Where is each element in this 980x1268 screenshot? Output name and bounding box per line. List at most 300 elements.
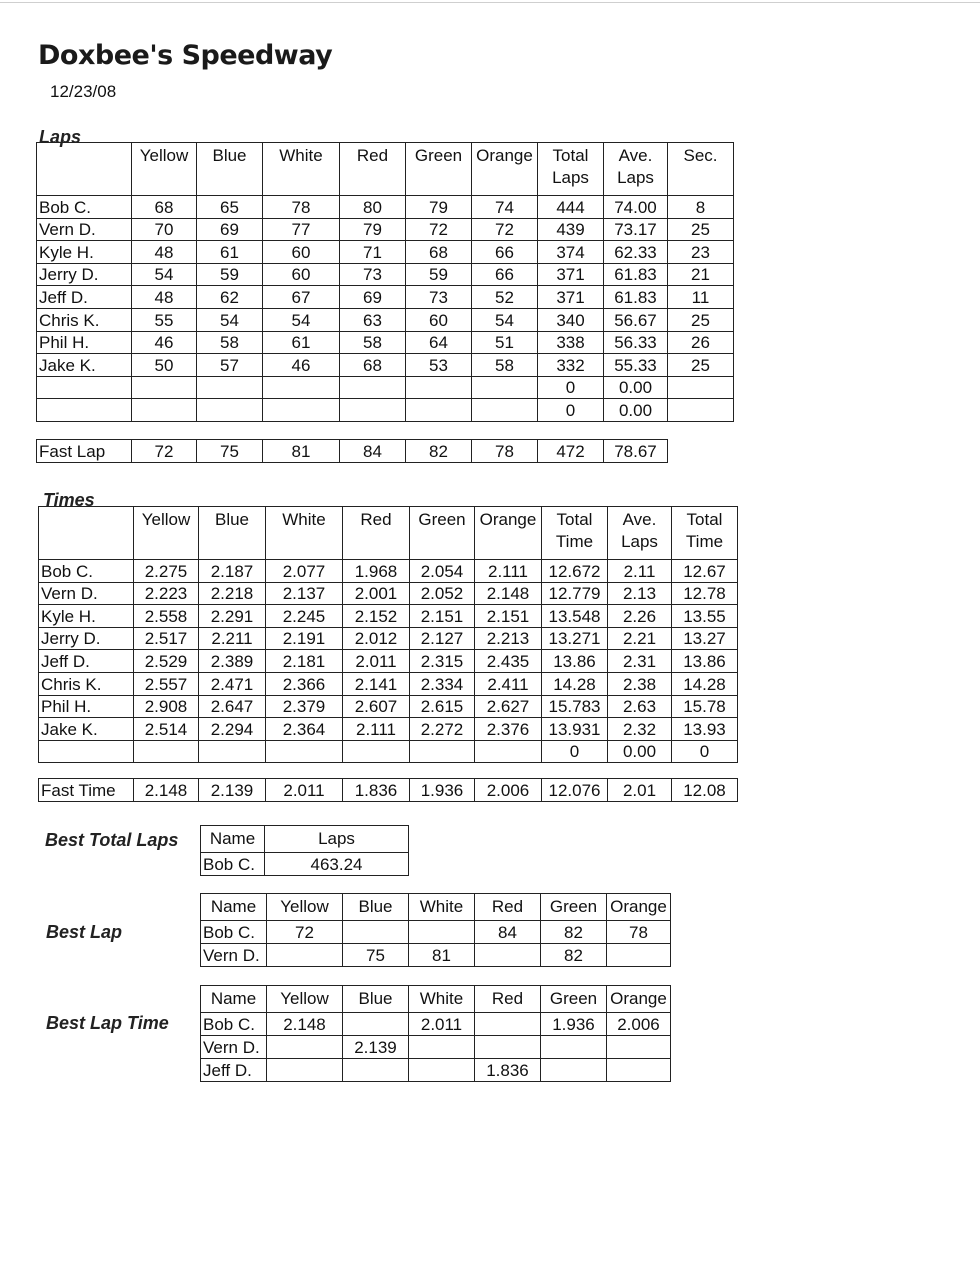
value-cell: 371 — [538, 286, 604, 309]
value-cell: 55 — [132, 308, 197, 331]
value-cell: 57 — [197, 354, 263, 377]
value-cell: 338 — [538, 331, 604, 354]
value-cell: 13.55 — [672, 605, 738, 628]
value-cell: 2.647 — [199, 695, 266, 718]
times-header-row — [39, 507, 738, 560]
driver-name-cell: Phil H. — [37, 331, 132, 354]
value-cell: 2.517 — [134, 627, 199, 650]
driver-name-cell: Kyle H. — [37, 241, 132, 264]
value-cell: 72 — [267, 921, 343, 944]
table-row — [39, 582, 738, 605]
column-header: Total Time — [672, 507, 738, 560]
value-cell: 62.33 — [604, 241, 668, 264]
best-lap-time-header-row — [201, 986, 671, 1013]
value-cell: 77 — [263, 218, 340, 241]
value-cell: 2.26 — [608, 605, 672, 628]
value-cell: 54 — [197, 308, 263, 331]
table-row — [39, 718, 738, 741]
table-row — [39, 560, 738, 583]
value-cell: 79 — [340, 218, 406, 241]
driver-name-cell: Jerry D. — [37, 263, 132, 286]
column-header: Blue — [343, 986, 409, 1013]
driver-name-cell — [37, 399, 132, 422]
value-cell: 371 — [538, 263, 604, 286]
value-cell — [263, 399, 340, 422]
value-cell: 52 — [472, 286, 538, 309]
driver-name-cell — [39, 740, 134, 763]
value-cell: 14.28 — [672, 672, 738, 695]
times-section-label: Times — [43, 490, 95, 510]
value-cell: 56.67 — [604, 308, 668, 331]
value-cell — [410, 740, 475, 763]
value-cell: 2.011 — [409, 1013, 475, 1036]
table-row — [37, 354, 734, 377]
value-cell: 2.11 — [608, 560, 672, 583]
value-cell: 1.936 — [541, 1013, 607, 1036]
value-cell: 50 — [132, 354, 197, 377]
value-cell: 374 — [538, 241, 604, 264]
column-header: Ave. Laps — [608, 507, 672, 560]
value-cell: 2.908 — [134, 695, 199, 718]
value-cell: 54 — [132, 263, 197, 286]
driver-name-cell: Vern D. — [201, 944, 267, 967]
driver-name-cell: Jake K. — [39, 718, 134, 741]
value-cell: 2.151 — [410, 605, 475, 628]
value-cell: 2.557 — [134, 672, 199, 695]
value-cell: 12.78 — [672, 582, 738, 605]
fast-value-cell: 2.139 — [199, 779, 266, 802]
table-row — [201, 853, 409, 876]
table-row — [39, 627, 738, 650]
value-cell: 66 — [472, 263, 538, 286]
fast-row — [39, 779, 738, 802]
value-cell: 11 — [668, 286, 734, 309]
driver-name-cell: Bob C. — [201, 1013, 267, 1036]
value-cell: 15.783 — [542, 695, 608, 718]
laps-table — [36, 142, 734, 422]
column-header: Green — [541, 894, 607, 921]
value-cell — [409, 921, 475, 944]
value-cell: 65 — [197, 196, 263, 219]
value-cell: 2.141 — [343, 672, 410, 695]
best-total-laps-table — [200, 825, 409, 876]
value-cell: 2.514 — [134, 718, 199, 741]
laps-header-row — [37, 143, 734, 196]
driver-name-cell: Jeff D. — [37, 286, 132, 309]
value-cell — [475, 1036, 541, 1059]
value-cell: 439 — [538, 218, 604, 241]
value-cell: 444 — [538, 196, 604, 219]
value-cell: 46 — [263, 354, 340, 377]
column-header: Orange — [472, 143, 538, 196]
fast-value-cell: 2.01 — [608, 779, 672, 802]
value-cell: 0 — [542, 740, 608, 763]
column-header: Green — [541, 986, 607, 1013]
fast-value-cell: 72 — [132, 440, 197, 463]
table-row — [37, 286, 734, 309]
fast-value-cell: 75 — [197, 440, 263, 463]
driver-name-cell: Jeff D. — [201, 1059, 267, 1082]
value-cell: 12.779 — [542, 582, 608, 605]
value-cell — [607, 944, 671, 967]
value-cell: 64 — [406, 331, 472, 354]
value-cell: 23 — [668, 241, 734, 264]
value-cell: 81 — [409, 944, 475, 967]
value-cell: 2.364 — [266, 718, 343, 741]
driver-name-cell: Jerry D. — [39, 627, 134, 650]
value-cell: 46 — [132, 331, 197, 354]
value-cell: 2.435 — [475, 650, 542, 673]
value-cell — [343, 740, 410, 763]
fast-row — [37, 440, 668, 463]
value-cell: 61.83 — [604, 263, 668, 286]
header-blank-cell — [39, 507, 134, 560]
value-cell: 25 — [668, 354, 734, 377]
value-cell: 60 — [406, 308, 472, 331]
column-header: Yellow — [267, 986, 343, 1013]
column-header: Yellow — [134, 507, 199, 560]
value-cell: 60 — [263, 263, 340, 286]
value-cell: 0.00 — [604, 376, 668, 399]
value-cell — [343, 1013, 409, 1036]
value-cell: 75 — [343, 944, 409, 967]
value-cell: 59 — [197, 263, 263, 286]
column-header: Sec. — [668, 143, 734, 196]
page-title: Doxbee's Speedway — [38, 40, 333, 71]
value-cell: 69 — [197, 218, 263, 241]
value-cell: 71 — [340, 241, 406, 264]
value-cell: 2.077 — [266, 560, 343, 583]
fast-time-table — [38, 778, 738, 802]
value-cell: 2.187 — [199, 560, 266, 583]
column-header: White — [409, 986, 475, 1013]
fast-value-cell: 84 — [340, 440, 406, 463]
value-cell: 2.32 — [608, 718, 672, 741]
value-cell: 2.223 — [134, 582, 199, 605]
column-header: Name — [201, 894, 267, 921]
value-cell: 2.13 — [608, 582, 672, 605]
value-cell — [267, 944, 343, 967]
value-cell — [409, 1036, 475, 1059]
value-cell — [541, 1036, 607, 1059]
fast-value-cell: 82 — [406, 440, 472, 463]
value-cell: 2.411 — [475, 672, 542, 695]
column-header: Yellow — [267, 894, 343, 921]
value-cell: 2.389 — [199, 650, 266, 673]
value-cell: 1.836 — [475, 1059, 541, 1082]
value-cell — [343, 1059, 409, 1082]
value-cell: 2.21 — [608, 627, 672, 650]
value-cell: 13.86 — [672, 650, 738, 673]
value-cell: 13.27 — [672, 627, 738, 650]
table-row — [201, 1036, 671, 1059]
value-cell: 13.86 — [542, 650, 608, 673]
value-cell: 78 — [263, 196, 340, 219]
value-cell: 13.931 — [542, 718, 608, 741]
fast-lap-table — [36, 439, 668, 463]
laps-section-label: Laps — [39, 127, 82, 147]
value-cell — [607, 1036, 671, 1059]
value-cell: 58 — [340, 331, 406, 354]
column-header: Yellow — [132, 143, 197, 196]
column-header: Orange — [607, 986, 671, 1013]
value-cell: 340 — [538, 308, 604, 331]
value-cell: 73 — [340, 263, 406, 286]
value-cell: 61 — [197, 241, 263, 264]
value-cell: 72 — [406, 218, 472, 241]
driver-name-cell: Jake K. — [37, 354, 132, 377]
value-cell: 2.152 — [343, 605, 410, 628]
fast-value-cell: 1.836 — [343, 779, 410, 802]
value-cell — [668, 399, 734, 422]
value-cell: 59 — [406, 263, 472, 286]
value-cell: 2.211 — [199, 627, 266, 650]
value-cell: 14.28 — [542, 672, 608, 695]
value-cell: 2.006 — [607, 1013, 671, 1036]
value-cell: 53 — [406, 354, 472, 377]
best-lap-time-label: Best Lap Time — [46, 1013, 169, 1033]
value-cell: 2.151 — [475, 605, 542, 628]
fast-value-cell: 78 — [472, 440, 538, 463]
value-cell: 21 — [668, 263, 734, 286]
fast-value-cell: 2.006 — [475, 779, 542, 802]
driver-name-cell: Vern D. — [37, 218, 132, 241]
column-header: Total Laps — [538, 143, 604, 196]
column-header: Ave. Laps — [604, 143, 668, 196]
value-cell: 2.275 — [134, 560, 199, 583]
table-row — [37, 308, 734, 331]
value-cell: 13.271 — [542, 627, 608, 650]
value-cell: 2.139 — [343, 1036, 409, 1059]
value-cell: 69 — [340, 286, 406, 309]
value-cell: 0.00 — [608, 740, 672, 763]
column-header: White — [409, 894, 475, 921]
table-row — [201, 944, 671, 967]
value-cell: 0 — [538, 399, 604, 422]
best-lap-header-row — [201, 894, 671, 921]
column-header: Name — [201, 986, 267, 1013]
value-cell: 51 — [472, 331, 538, 354]
value-cell: 79 — [406, 196, 472, 219]
value-cell: 26 — [668, 331, 734, 354]
value-cell: 2.012 — [343, 627, 410, 650]
value-cell: 25 — [668, 218, 734, 241]
column-header: Laps — [265, 826, 409, 853]
table-row — [39, 695, 738, 718]
value-cell: 2.181 — [266, 650, 343, 673]
value-cell: 2.558 — [134, 605, 199, 628]
fast-value-cell: 81 — [263, 440, 340, 463]
table-row — [201, 1059, 671, 1082]
fast-value-cell: 472 — [538, 440, 604, 463]
value-cell: 2.148 — [267, 1013, 343, 1036]
sheet-date: 12/23/08 — [50, 82, 117, 101]
value-cell: 2.294 — [199, 718, 266, 741]
value-cell: 2.272 — [410, 718, 475, 741]
column-header: Green — [410, 507, 475, 560]
value-cell — [409, 1059, 475, 1082]
column-header: Name — [201, 826, 265, 853]
value-cell: 73 — [406, 286, 472, 309]
value-cell: 15.78 — [672, 695, 738, 718]
value-cell: 8 — [668, 196, 734, 219]
value-cell: 2.111 — [343, 718, 410, 741]
best-lap-label: Best Lap — [46, 922, 123, 942]
value-cell: 2.63 — [608, 695, 672, 718]
value-cell: 60 — [263, 241, 340, 264]
value-cell: 62 — [197, 286, 263, 309]
value-cell: 2.245 — [266, 605, 343, 628]
value-cell — [263, 376, 340, 399]
value-cell: 48 — [132, 286, 197, 309]
driver-name-cell: Chris K. — [37, 308, 132, 331]
value-cell: 0.00 — [604, 399, 668, 422]
table-row — [39, 650, 738, 673]
value-cell — [197, 399, 263, 422]
driver-name-cell: Chris K. — [39, 672, 134, 695]
column-header: Red — [475, 894, 541, 921]
value-cell: 66 — [472, 241, 538, 264]
value-cell — [475, 944, 541, 967]
value-cell: 13.548 — [542, 605, 608, 628]
driver-name-cell: Bob C. — [201, 921, 267, 944]
value-cell: 25 — [668, 308, 734, 331]
fast-row-label: Fast Lap — [37, 440, 132, 463]
value-cell: 2.001 — [343, 582, 410, 605]
value-cell: 2.366 — [266, 672, 343, 695]
value-cell: 61 — [263, 331, 340, 354]
value-cell — [668, 376, 734, 399]
column-header: White — [266, 507, 343, 560]
value-cell — [406, 399, 472, 422]
fast-value-cell: 1.936 — [410, 779, 475, 802]
fast-value-cell: 2.148 — [134, 779, 199, 802]
value-cell: 2.213 — [475, 627, 542, 650]
table-row — [39, 605, 738, 628]
value-cell: 2.218 — [199, 582, 266, 605]
table-row — [201, 921, 671, 944]
value-cell: 13.93 — [672, 718, 738, 741]
fast-value-cell: 78.67 — [604, 440, 668, 463]
column-header: White — [263, 143, 340, 196]
table-row — [37, 399, 734, 422]
value-cell — [406, 376, 472, 399]
value-cell: 2.627 — [475, 695, 542, 718]
value-cell: 63 — [340, 308, 406, 331]
value-cell: 68 — [132, 196, 197, 219]
value-cell: 55.33 — [604, 354, 668, 377]
value-cell — [343, 921, 409, 944]
value-cell — [472, 399, 538, 422]
value-cell: 2.379 — [266, 695, 343, 718]
value-cell: 2.607 — [343, 695, 410, 718]
best-lap-time-table — [200, 985, 671, 1082]
value-cell — [475, 1013, 541, 1036]
value-cell: 61.83 — [604, 286, 668, 309]
value-cell — [197, 376, 263, 399]
value-cell — [134, 740, 199, 763]
driver-name-cell: Vern D. — [39, 582, 134, 605]
value-cell: 2.615 — [410, 695, 475, 718]
scan-edge-line — [0, 2, 980, 3]
value-cell: 54 — [263, 308, 340, 331]
value-cell: 56.33 — [604, 331, 668, 354]
value-cell: 2.291 — [199, 605, 266, 628]
table-row — [37, 331, 734, 354]
column-header: Red — [343, 507, 410, 560]
value-cell: 12.672 — [542, 560, 608, 583]
table-row — [37, 241, 734, 264]
value-cell — [340, 376, 406, 399]
value-cell: 2.38 — [608, 672, 672, 695]
driver-name-cell: Vern D. — [201, 1036, 267, 1059]
best-total-laps-label: Best Total Laps — [45, 830, 179, 850]
value-cell: 2.191 — [266, 627, 343, 650]
value-cell: 73.17 — [604, 218, 668, 241]
fast-value-cell: 2.011 — [266, 779, 343, 802]
column-header: Blue — [343, 894, 409, 921]
table-row — [39, 672, 738, 695]
best-total-laps-header-row — [201, 826, 409, 853]
column-header: Red — [340, 143, 406, 196]
value-cell: 70 — [132, 218, 197, 241]
column-header: Blue — [199, 507, 266, 560]
value-cell: 2.334 — [410, 672, 475, 695]
value-cell — [475, 740, 542, 763]
value-cell: 58 — [197, 331, 263, 354]
value-cell: 58 — [472, 354, 538, 377]
column-header: Blue — [197, 143, 263, 196]
value-cell: 2.315 — [410, 650, 475, 673]
value-cell — [266, 740, 343, 763]
value-cell — [267, 1036, 343, 1059]
value-cell: 68 — [406, 241, 472, 264]
value-cell — [132, 399, 197, 422]
value-cell: 67 — [263, 286, 340, 309]
value-cell: 2.148 — [475, 582, 542, 605]
value-cell — [132, 376, 197, 399]
value-cell: 2.137 — [266, 582, 343, 605]
value-cell: 78 — [607, 921, 671, 944]
value-cell: 2.31 — [608, 650, 672, 673]
driver-name-cell: Phil H. — [39, 695, 134, 718]
value-cell — [199, 740, 266, 763]
driver-name-cell: Bob C. — [37, 196, 132, 219]
column-header: Total Time — [542, 507, 608, 560]
driver-name-cell: Kyle H. — [39, 605, 134, 628]
table-row — [201, 1013, 671, 1036]
table-row — [37, 376, 734, 399]
column-header: Red — [475, 986, 541, 1013]
table-row — [37, 218, 734, 241]
value-cell: 2.011 — [343, 650, 410, 673]
value-cell: 72 — [472, 218, 538, 241]
value-cell: 12.67 — [672, 560, 738, 583]
value-cell: 84 — [475, 921, 541, 944]
value-cell: 68 — [340, 354, 406, 377]
value-cell: 2.052 — [410, 582, 475, 605]
value-cell: 2.529 — [134, 650, 199, 673]
value-cell: 2.111 — [475, 560, 542, 583]
driver-name-cell: Bob C. — [39, 560, 134, 583]
value-cell: 2.127 — [410, 627, 475, 650]
table-row — [39, 740, 738, 763]
value-cell — [472, 376, 538, 399]
fast-row-label: Fast Time — [39, 779, 134, 802]
best-lap-table — [200, 893, 671, 967]
column-header: Green — [406, 143, 472, 196]
value-cell: 54 — [472, 308, 538, 331]
